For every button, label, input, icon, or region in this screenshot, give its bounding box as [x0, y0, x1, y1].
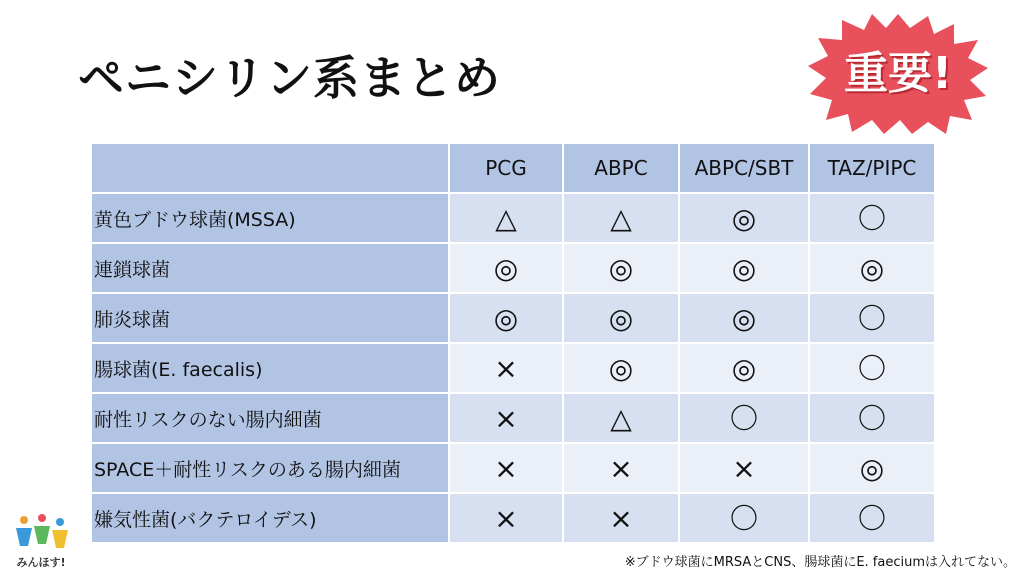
table-cell [809, 343, 935, 393]
table-cell [449, 493, 563, 543]
table-cell [809, 393, 935, 443]
rating-mark: ◎ [608, 251, 634, 285]
table-cell [679, 393, 809, 443]
header-cell: TAZ/PIPC [809, 143, 935, 193]
table-cell [679, 193, 809, 243]
table-cell [449, 293, 563, 343]
rating-mark: ◎ [608, 351, 634, 385]
row-label: 肺炎球菌 [91, 293, 449, 343]
rating-mark: ◎ [731, 301, 757, 335]
row-label: 耐性リスクのない腸内細菌 [91, 393, 449, 443]
rating-mark: ◎ [859, 251, 885, 285]
table-cell [449, 393, 563, 443]
row-label: 腸球菌(E. faecalis) [91, 343, 449, 393]
table-cell [563, 343, 679, 393]
table-cell [679, 343, 809, 393]
rating-mark: × [494, 451, 518, 485]
row-label: 連鎖球菌 [91, 243, 449, 293]
row-label: 黄色ブドウ球菌(MSSA) [91, 193, 449, 243]
table-row [91, 493, 935, 543]
page-title: ペニシリン系まとめ [78, 51, 501, 105]
rating-mark: × [494, 401, 518, 435]
row-label: SPACE＋耐性リスクのある腸内細菌 [91, 443, 449, 493]
rating-mark: △ [495, 201, 517, 235]
rating-mark: ◎ [859, 451, 885, 485]
table-cell [809, 493, 935, 543]
rating-mark: 〇 [857, 201, 886, 235]
table-cell [449, 443, 563, 493]
important-badge [806, 12, 990, 136]
logo-text: みんほす! [16, 556, 66, 569]
rating-mark: 〇 [857, 501, 886, 535]
rating-mark: × [609, 451, 633, 485]
rating-mark: × [494, 351, 518, 385]
table-cell [679, 443, 809, 493]
table-row [91, 293, 935, 343]
rating-mark: ◎ [493, 301, 519, 335]
rating-mark: 〇 [857, 301, 886, 335]
table-row [91, 393, 935, 443]
table-cell [563, 393, 679, 443]
table-header-row [91, 143, 935, 193]
rating-mark: ◎ [731, 201, 757, 235]
table-row [91, 243, 935, 293]
rating-mark: ◎ [493, 251, 519, 285]
table-cell [809, 293, 935, 343]
table-row [91, 343, 935, 393]
rating-mark: × [732, 451, 756, 485]
table-cell [563, 193, 679, 243]
header-cell: PCG [449, 143, 563, 193]
header-cell [91, 143, 449, 193]
table-cell [679, 243, 809, 293]
table-cell [809, 443, 935, 493]
table-cell [809, 243, 935, 293]
table-cell [449, 193, 563, 243]
header-cell: ABPC [563, 143, 679, 193]
logo-figures-icon [8, 512, 74, 556]
rating-mark: 〇 [729, 401, 758, 435]
badge-label: 重要! [843, 48, 953, 99]
rating-mark: ◎ [731, 351, 757, 385]
rating-mark: ◎ [608, 301, 634, 335]
footnote: ※ブドウ球菌にMRSAとCNS、腸球菌にE. faeciumは入れてない。 [624, 555, 1016, 570]
table-row [91, 443, 935, 493]
rating-mark: × [609, 501, 633, 535]
table-cell [809, 193, 935, 243]
rating-mark: 〇 [857, 351, 886, 385]
table-cell [679, 293, 809, 343]
header-cell: ABPC/SBT [679, 143, 809, 193]
table-cell [563, 243, 679, 293]
table-cell [449, 343, 563, 393]
table-row [91, 193, 935, 243]
table-cell [679, 493, 809, 543]
rating-mark: 〇 [857, 401, 886, 435]
table-cell [449, 243, 563, 293]
rating-mark: 〇 [729, 501, 758, 535]
row-label: 嫌気性菌(バクテロイデス) [91, 493, 449, 543]
penicillin-table [90, 142, 936, 544]
rating-mark: × [494, 501, 518, 535]
rating-mark: △ [610, 201, 632, 235]
rating-mark: ◎ [731, 251, 757, 285]
minhosu-logo [8, 512, 74, 572]
table-cell [563, 443, 679, 493]
table-cell [563, 493, 679, 543]
table-cell [563, 293, 679, 343]
rating-mark: △ [610, 401, 632, 435]
